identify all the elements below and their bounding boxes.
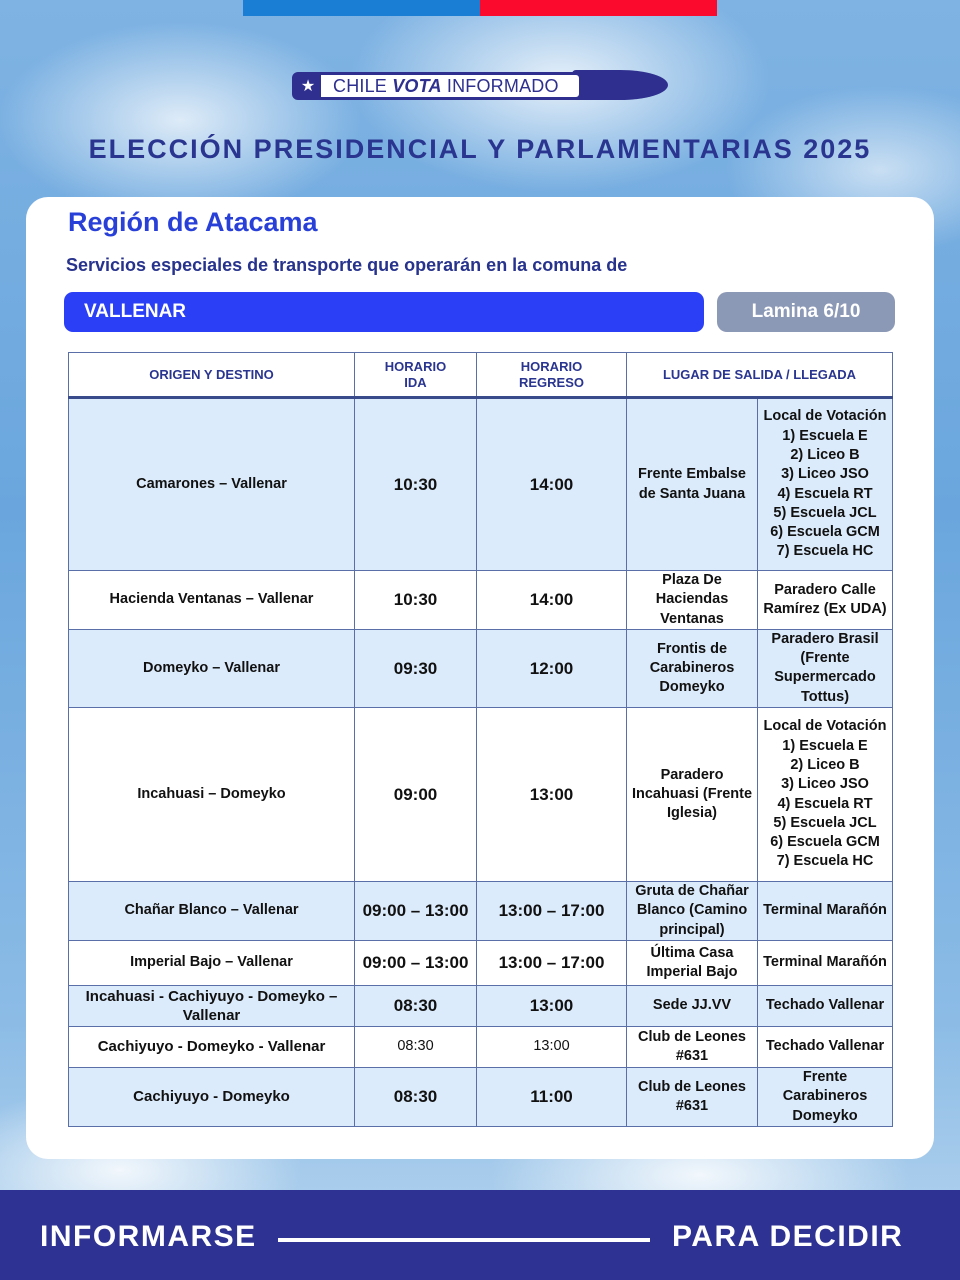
horario-ida-cell: 10:30 bbox=[355, 398, 477, 571]
route-cell: Chañar Blanco – Vallenar bbox=[69, 882, 355, 941]
logo-text bbox=[321, 76, 559, 97]
route-cell: Cachiyuyo - Domeyko - Vallenar bbox=[69, 1027, 355, 1068]
header-horario-regreso: HORARIO REGRESO bbox=[477, 353, 627, 398]
horario-ida-cell: 09:00 bbox=[355, 708, 477, 882]
horario-regreso-cell: 13:00 bbox=[477, 986, 627, 1027]
lamina-badge: Lamina 6/10 bbox=[717, 292, 895, 332]
lugar-llegada-cell: Techado Vallenar bbox=[758, 1027, 893, 1068]
route-cell: Imperial Bajo – Vallenar bbox=[69, 941, 355, 986]
lugar-salida-cell: Sede JJ.VV bbox=[627, 986, 758, 1027]
route-cell: Incahuasi - Cachiyuyo - Domeyko – Vallenar bbox=[69, 986, 355, 1027]
region-title: Región de Atacama bbox=[68, 207, 318, 237]
horario-regreso-cell: 13:00 bbox=[477, 1027, 627, 1068]
logo-pill bbox=[292, 72, 582, 100]
header-origen-destino: ORIGEN Y DESTINO bbox=[69, 353, 355, 398]
footer-left-text: INFORMARSE bbox=[40, 1220, 257, 1253]
table-row bbox=[69, 571, 893, 630]
table-row bbox=[69, 882, 893, 941]
lugar-salida-cell: Club de Leones #631 bbox=[627, 1027, 758, 1068]
lugar-llegada-cell: Local de Votación 1) Escuela E 2) Liceo B 3) Liceo JSO 4) Escuela RT 5) Escuela JCL 6) Escuela GCM 7) Escuela HC bbox=[758, 708, 893, 882]
logo-text-informado: INFORMADO bbox=[441, 75, 559, 96]
route-cell: Incahuasi – Domeyko bbox=[69, 708, 355, 882]
chile-vota-informado-logo bbox=[292, 62, 672, 102]
lugar-llegada-cell: Paradero Calle Ramírez (Ex UDA) bbox=[758, 571, 893, 630]
table-row bbox=[69, 629, 893, 707]
lugar-salida-cell: Frontis de Carabineros Domeyko bbox=[627, 629, 758, 707]
lugar-salida-cell: Club de Leones #631 bbox=[627, 1068, 758, 1127]
table-row bbox=[69, 708, 893, 882]
horario-ida-cell: 09:00 – 13:00 bbox=[355, 882, 477, 941]
horario-ida-cell: 08:30 bbox=[355, 1068, 477, 1127]
horario-regreso-cell: 14:00 bbox=[477, 571, 627, 630]
route-cell: Cachiyuyo - Domeyko bbox=[69, 1068, 355, 1127]
table-row bbox=[69, 1027, 893, 1068]
lugar-llegada-cell: Paradero Brasil (Frente Supermercado Tottus) bbox=[758, 629, 893, 707]
horario-ida-cell: 10:30 bbox=[355, 571, 477, 630]
star-icon: ★ bbox=[295, 75, 321, 97]
horario-regreso-cell: 12:00 bbox=[477, 629, 627, 707]
logo-text-vota: VOTA bbox=[392, 75, 442, 96]
horario-regreso-cell: 11:00 bbox=[477, 1068, 627, 1127]
table-row bbox=[69, 986, 893, 1027]
flag-bar bbox=[243, 0, 717, 16]
lugar-salida-cell: Plaza De Haciendas Ventanas bbox=[627, 571, 758, 630]
subtitle: Servicios especiales de transporte que operarán en la comuna de bbox=[66, 255, 628, 275]
page-title: ELECCIÓN PRESIDENCIAL Y PARLAMENTARIAS 2025 bbox=[88, 134, 872, 164]
horario-ida-cell: 08:30 bbox=[355, 986, 477, 1027]
flag-blue-stripe bbox=[243, 0, 480, 16]
header-lugar: LUGAR DE SALIDA / LLEGADA bbox=[627, 353, 893, 398]
lugar-llegada-cell: Frente Carabineros Domeyko bbox=[758, 1068, 893, 1127]
route-cell: Domeyko – Vallenar bbox=[69, 629, 355, 707]
horario-regreso-cell: 13:00 – 17:00 bbox=[477, 941, 627, 986]
horario-regreso-cell: 13:00 bbox=[477, 708, 627, 882]
header-horario-ida: HORARIO IDA bbox=[355, 353, 477, 398]
table-row bbox=[69, 1068, 893, 1127]
lugar-salida-cell: Paradero Incahuasi (Frente Iglesia) bbox=[627, 708, 758, 882]
horario-regreso-cell: 14:00 bbox=[477, 398, 627, 571]
horario-ida-cell: 09:30 bbox=[355, 629, 477, 707]
horario-regreso-cell: 13:00 – 17:00 bbox=[477, 882, 627, 941]
flag-red-stripe bbox=[480, 0, 717, 16]
logo-text-chile: CHILE bbox=[333, 75, 393, 96]
lugar-llegada-cell: Techado Vallenar bbox=[758, 986, 893, 1027]
route-cell: Hacienda Ventanas – Vallenar bbox=[69, 571, 355, 630]
footer-right-text: PARA DECIDIR bbox=[672, 1220, 904, 1253]
lugar-salida-cell: Última Casa Imperial Bajo bbox=[627, 941, 758, 986]
pencil-tip-shape bbox=[572, 70, 668, 100]
route-cell: Camarones – Vallenar bbox=[69, 398, 355, 571]
table-header-row bbox=[69, 353, 893, 398]
table-row bbox=[69, 941, 893, 986]
lugar-llegada-cell: Terminal Marañón bbox=[758, 941, 893, 986]
horario-ida-cell: 09:00 – 13:00 bbox=[355, 941, 477, 986]
transport-table bbox=[68, 352, 893, 1127]
comuna-banner: VALLENAR bbox=[64, 292, 704, 332]
content-card bbox=[26, 197, 934, 1159]
footer-divider bbox=[278, 1238, 650, 1242]
footer-banner bbox=[0, 1190, 960, 1280]
table-row bbox=[69, 398, 893, 571]
horario-ida-cell: 08:30 bbox=[355, 1027, 477, 1068]
lugar-salida-cell: Gruta de Chañar Blanco (Camino principal) bbox=[627, 882, 758, 941]
lugar-llegada-cell: Local de Votación 1) Escuela E 2) Liceo B 3) Liceo JSO 4) Escuela RT 5) Escuela JCL 6) Escuela GCM 7) Escuela HC bbox=[758, 398, 893, 571]
lugar-llegada-cell: Terminal Marañón bbox=[758, 882, 893, 941]
lugar-salida-cell: Frente Embalse de Santa Juana bbox=[627, 398, 758, 571]
